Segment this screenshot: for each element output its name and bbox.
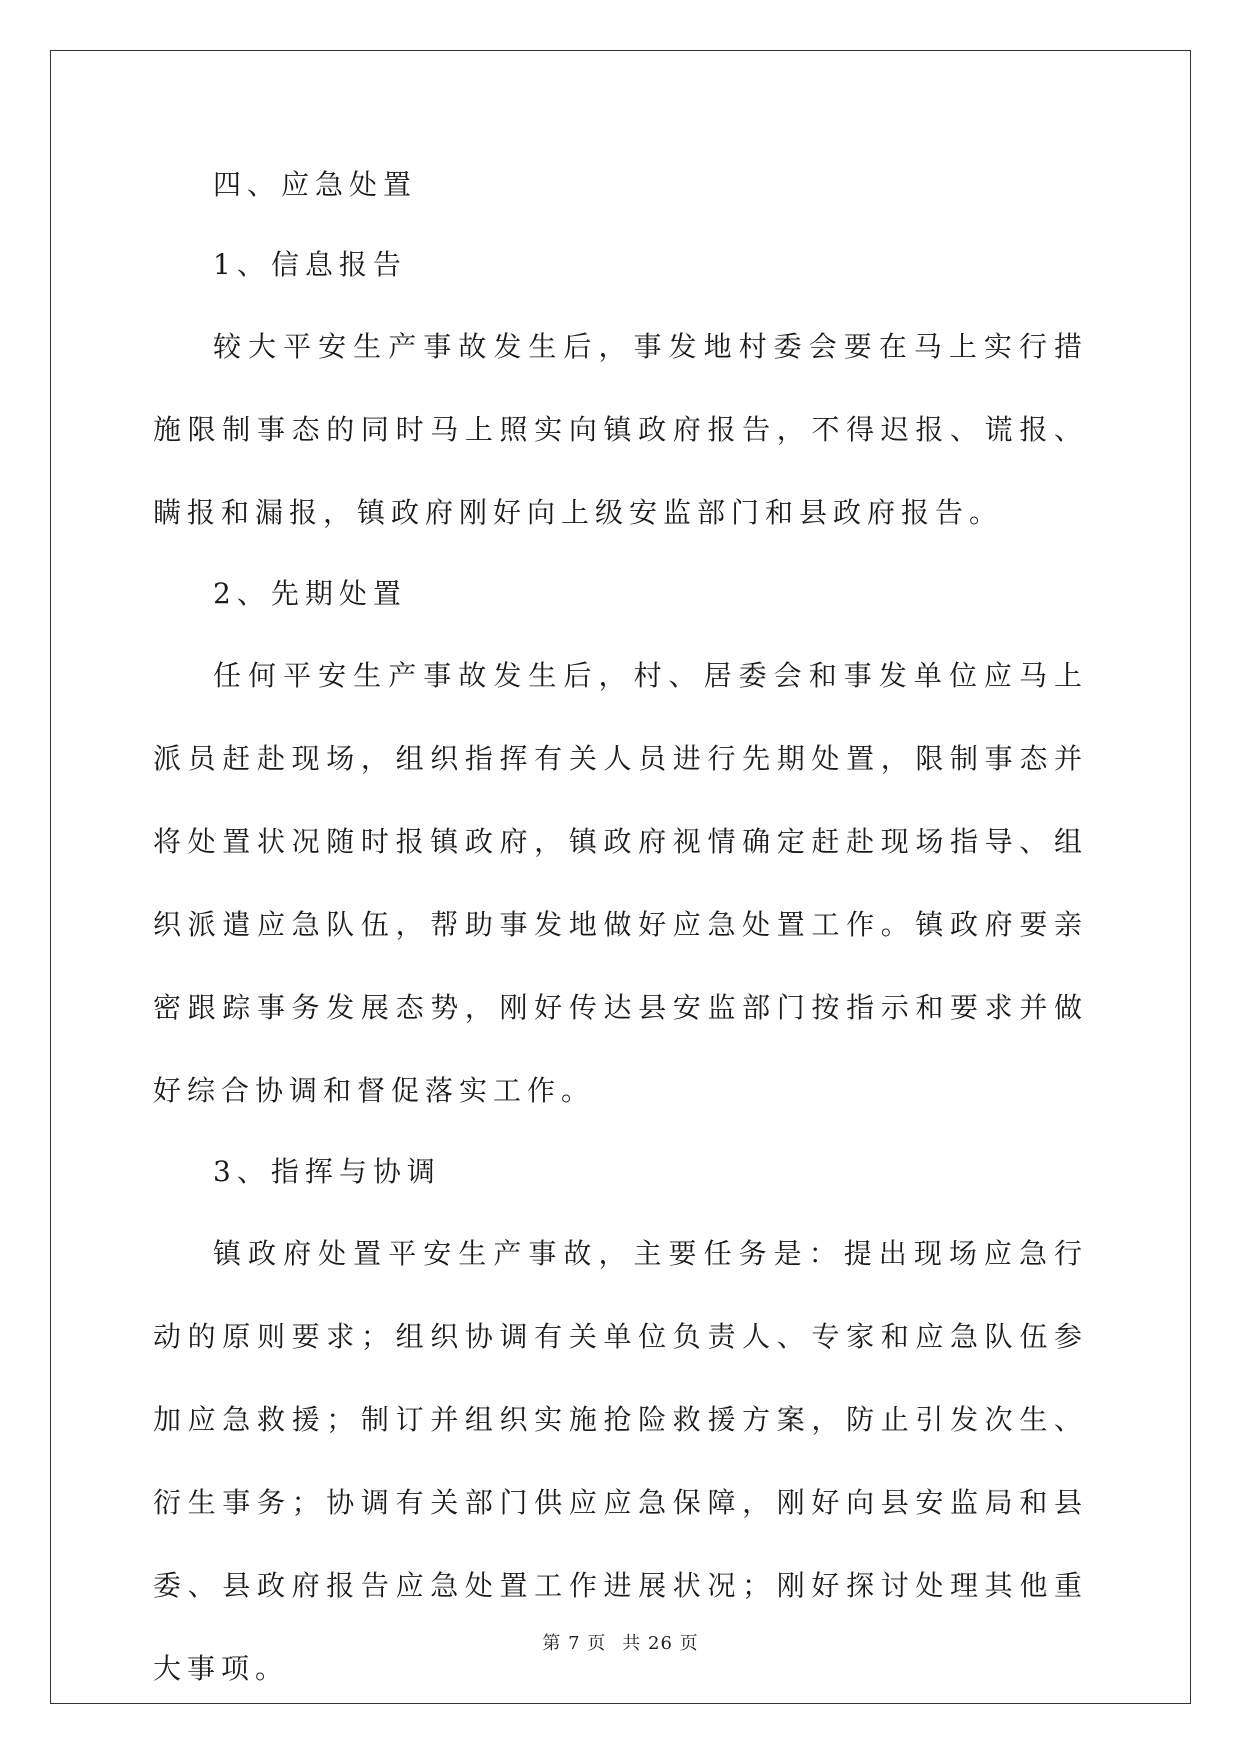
subheading-command-coordination: 3、指挥与协调	[213, 1155, 441, 1188]
page-footer	[0, 1629, 1241, 1655]
subheading-initial-response: 2、先期处置	[213, 577, 407, 610]
document-body	[153, 165, 1088, 1731]
paragraph-info-report: 较大平安生产事故发生后，事发地村委会要在马上实行措施限制事态的同时马上照实向镇政府报告，不得迟报、谎报、瞒报和漏报，镇政府刚好向上级安监部门和县政府报告。	[153, 330, 1088, 529]
paragraph-command-coordination: 镇政府处置平安生产事故，主要任务是：提出现场应急行动的原则要求；组织协调有关单位负责人、专家和应急队伍参加应急救援；制订并组织实施抢险救援方案，防止引发次生、衍生事务；协调有关部门供应应急保障，刚好向县安监局和县委、县政府报告应急处置工作进展状况；刚好探讨处理其他重大事项。	[153, 1237, 1088, 1685]
page-total: 共 26 页	[622, 1633, 699, 1654]
page-number: 第 7 页	[542, 1633, 607, 1654]
subheading-info-report: 1、信息报告	[213, 248, 407, 281]
paragraph-initial-response: 任何平安生产事故发生后，村、居委会和事发单位应马上派员赶赴现场，组织指挥有关人员进行先期处置，限制事态并将处置状况随时报镇政府，镇政府视情确定赶赴现场指导、组织派遣应急队伍，帮助事发地做好应急处置工作。镇政府要亲密跟踪事务发展态势，刚好传达县安监部门按指示和要求并做好综合协调和督促落实工作。	[153, 659, 1088, 1107]
section-heading-emergency: 四、应急处置	[213, 168, 418, 201]
